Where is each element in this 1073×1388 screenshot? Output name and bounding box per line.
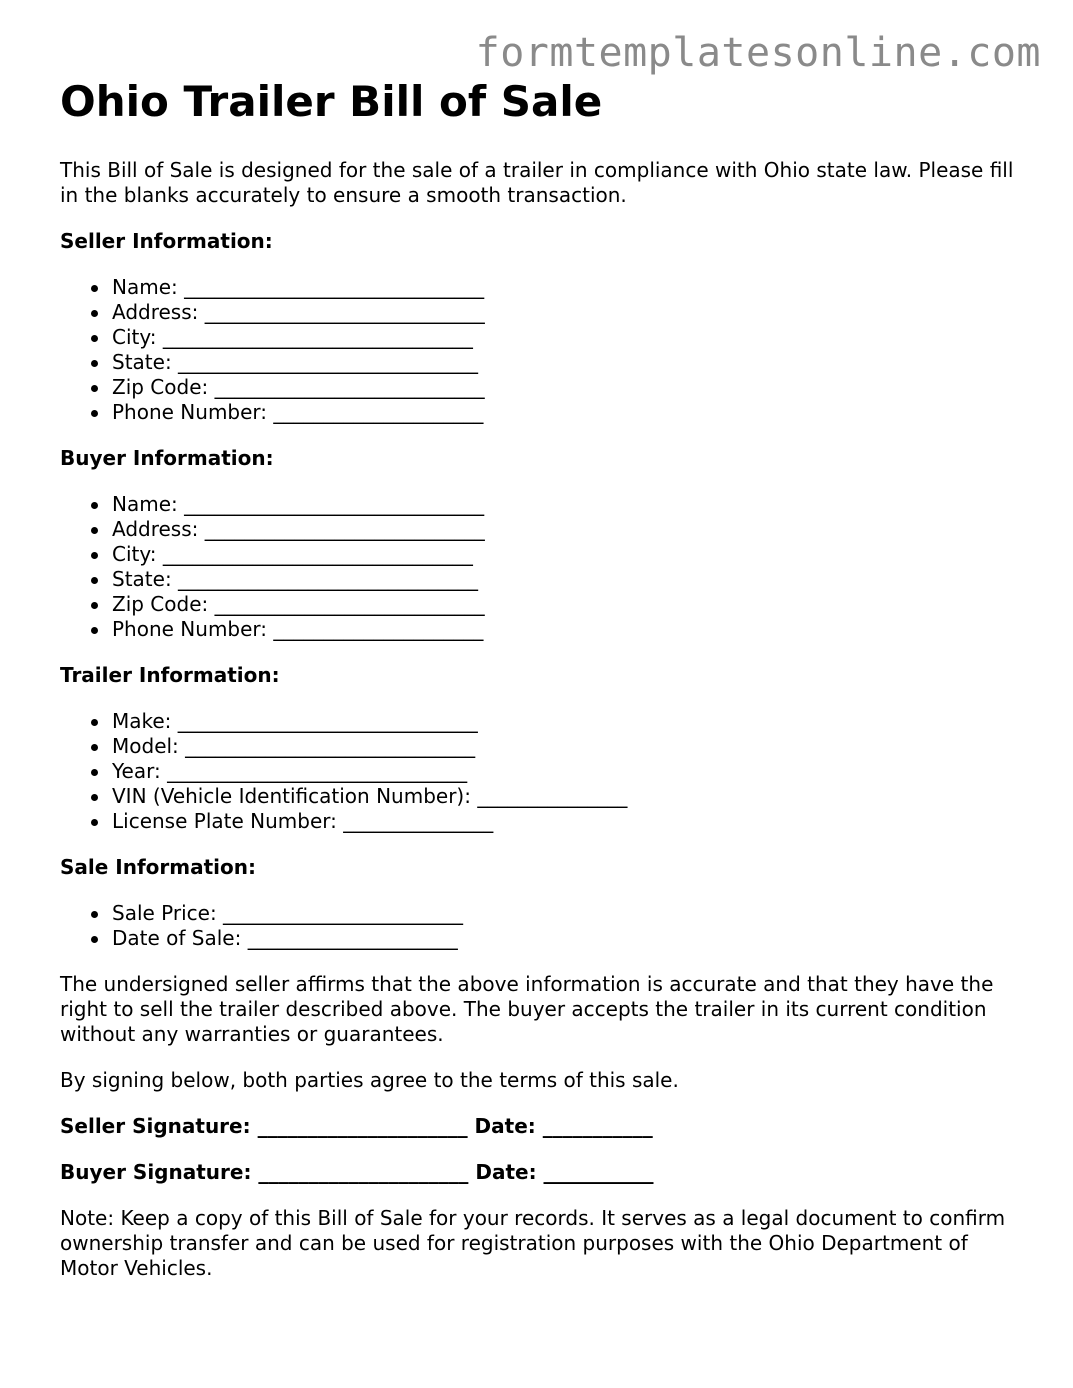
buyer-zip-field[interactable]: Zip Code: ___________________________ xyxy=(112,592,1020,617)
sale-date-field[interactable]: Date of Sale: _____________________ xyxy=(112,926,1020,951)
intro-paragraph: This Bill of Sale is designed for the sale of a trailer in compliance with Ohio state law. Please fill in the blanks accurately to ensure a smooth transaction. xyxy=(60,158,1014,207)
sale-information-heading: Sale Information: xyxy=(60,855,256,879)
sale-price-field[interactable]: Sale Price: ________________________ xyxy=(112,901,1020,926)
trailer-model-field[interactable]: Model: _____________________________ xyxy=(112,734,1020,759)
buyer-address-field[interactable]: Address: ____________________________ xyxy=(112,517,1020,542)
sale-fields-list xyxy=(60,901,1020,951)
watermark: formtemplatesonline.com xyxy=(475,30,1041,76)
seller-signature-line[interactable]: Seller Signature: _____________________ Date: ___________ xyxy=(60,1114,653,1138)
trailer-vin-field[interactable]: VIN (Vehicle Identification Number): _______________ xyxy=(112,784,1020,809)
buyer-phone-field[interactable]: Phone Number: _____________________ xyxy=(112,617,1020,642)
trailer-year-field[interactable]: Year: ______________________________ xyxy=(112,759,1020,784)
seller-fields-list xyxy=(60,275,1020,425)
affirmation-paragraph: The undersigned seller affirms that the above information is accurate and that they have the right to sell the trailer described above. The buyer accepts the trailer in its current condition without any warranties or guarantees. xyxy=(60,972,994,1046)
trailer-information-heading: Trailer Information: xyxy=(60,663,280,687)
seller-name-field[interactable]: Name: ______________________________ xyxy=(112,275,1020,300)
seller-zip-field[interactable]: Zip Code: ___________________________ xyxy=(112,375,1020,400)
buyer-signature-line[interactable]: Buyer Signature: _____________________ Date: ___________ xyxy=(60,1160,654,1184)
buyer-state-field[interactable]: State: ______________________________ xyxy=(112,567,1020,592)
trailer-plate-field[interactable]: License Plate Number: _______________ xyxy=(112,809,1020,834)
document-page xyxy=(60,74,1020,1281)
note-paragraph: Note: Keep a copy of this Bill of Sale for your records. It serves as a legal document to confirm ownership transfer and can be used for registration purposes with the Ohio Department of Motor Vehicles. xyxy=(60,1206,1006,1280)
buyer-fields-list xyxy=(60,492,1020,642)
trailer-make-field[interactable]: Make: ______________________________ xyxy=(112,709,1020,734)
seller-address-field[interactable]: Address: ____________________________ xyxy=(112,300,1020,325)
seller-phone-field[interactable]: Phone Number: _____________________ xyxy=(112,400,1020,425)
buyer-information-heading: Buyer Information: xyxy=(60,446,274,470)
seller-state-field[interactable]: State: ______________________________ xyxy=(112,350,1020,375)
seller-information-heading: Seller Information: xyxy=(60,229,273,253)
agreement-paragraph: By signing below, both parties agree to the terms of this sale. xyxy=(60,1068,679,1092)
trailer-fields-list xyxy=(60,709,1020,834)
page-title: Ohio Trailer Bill of Sale xyxy=(60,77,603,126)
buyer-name-field[interactable]: Name: ______________________________ xyxy=(112,492,1020,517)
buyer-city-field[interactable]: City: _______________________________ xyxy=(112,542,1020,567)
seller-city-field[interactable]: City: _______________________________ xyxy=(112,325,1020,350)
